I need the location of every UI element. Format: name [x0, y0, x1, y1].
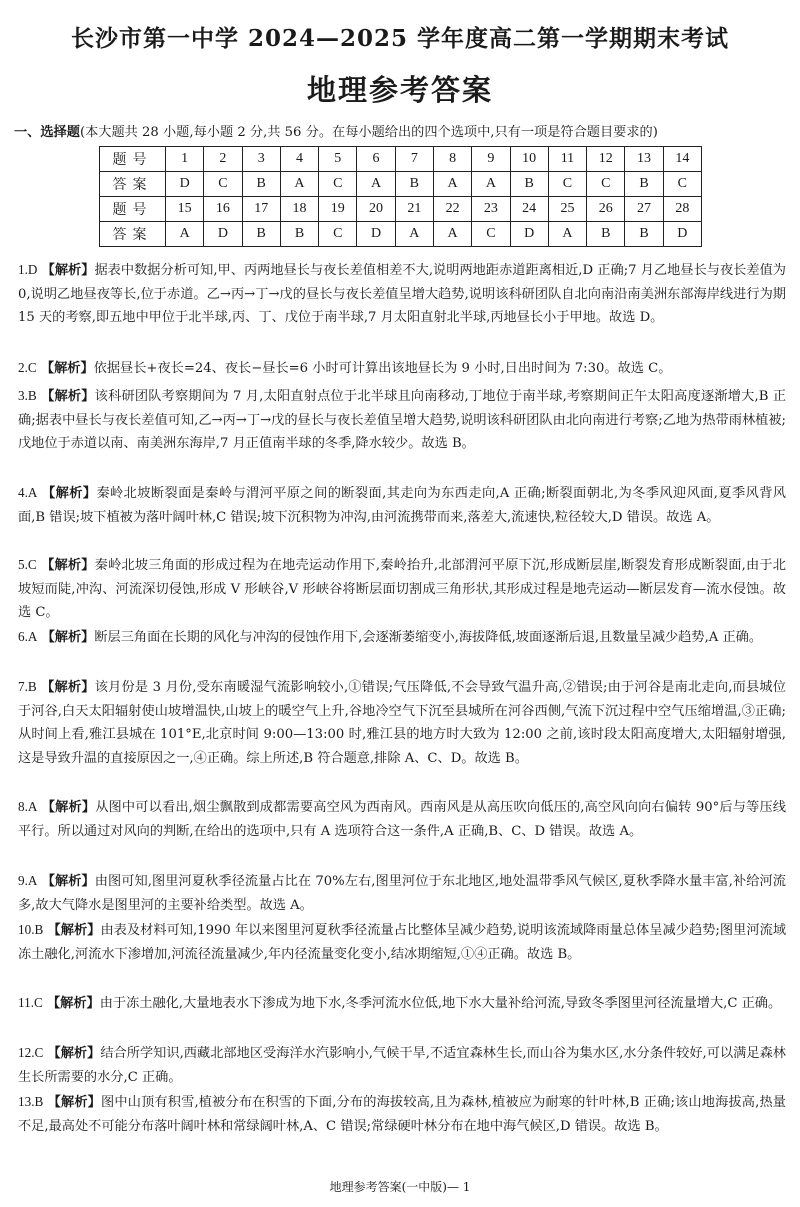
question-number-cell: 23: [472, 197, 510, 222]
analysis-tag: 【解析】: [47, 1046, 101, 1061]
question-number: 9.A: [18, 873, 38, 888]
answer-cell: B: [280, 222, 318, 247]
question-number: 1.D: [18, 262, 38, 277]
answer-cell: B: [625, 222, 663, 247]
explanation-9: [18, 869, 786, 917]
section-heading: [14, 121, 794, 140]
question-number-cell: 16: [204, 197, 242, 222]
explanation-1: [18, 258, 786, 330]
answer-cell: D: [510, 222, 548, 247]
analysis-tag: 【解析】: [41, 800, 96, 815]
analysis-tag: 【解析】: [41, 680, 95, 695]
analysis-tag: 【解析】: [42, 486, 97, 501]
answer-cell: C: [548, 172, 586, 197]
question-number: 11.C: [18, 995, 43, 1010]
answer-row: [100, 222, 702, 247]
answer-cell: A: [433, 172, 471, 197]
question-number: 4.A: [18, 485, 38, 500]
analysis-tag: 【解析】: [41, 558, 95, 573]
explanation-text: 从图中可以看出,烟尘飘散到成都需要高空风为西南风。西南风是从高压吹向低压的,高空风向向右偏转 90°后与等压线平行。所以通过对风向的判断,在给出的选项中,只有 A 选项符合这一条件,A 正确,B、C、D 错误。故选 A。: [18, 800, 786, 839]
question-number-cell: 13: [625, 147, 663, 172]
question-number-cell: 8: [433, 147, 471, 172]
explanation-text: 图中山顶有积雪,植被分布在积雪的下面,分布的海拔较高,且为森林,植被应为耐寒的针叶林,B 正确;该山地海拔高,热量不足,最高处不可能分布落叶阔叶林和常绿阔叶林,A、C 错误;常绿硬叶林分布在地中海气候区,D 错误。故选 B。: [18, 1095, 786, 1134]
answer-cell: D: [663, 222, 701, 247]
explanation-text: 该科研团队考察期间为 7 月,太阳直射点位于北半球且向南移动,丁地位于南半球,考察期间正午太阳高度逐渐增大,B 正确;据表中昼长与夜长差值可知,乙→丙→丁→戊的昼长与夜长差值呈增大趋势,说明该科研团队由北向南进行考察;乙地为热带雨林植被;戊地位于赤道以南、南美洲东海岸,7 月正值南半球的冬季,降水较少。故选 B。: [18, 389, 787, 451]
answer-cell: B: [625, 172, 663, 197]
answer-cell: A: [166, 222, 204, 247]
question-number-row-label: 题号: [100, 147, 166, 172]
analysis-tag: 【解析】: [47, 996, 100, 1011]
answer-cell: A: [280, 172, 318, 197]
question-number-cell: 17: [242, 197, 280, 222]
explanation-11: [18, 991, 786, 1016]
answer-cell: C: [319, 172, 357, 197]
question-number-cell: 22: [433, 197, 471, 222]
question-number-cell: 19: [319, 197, 357, 222]
question-number-row-label: 题号: [100, 197, 166, 222]
explanation-13: [18, 1090, 786, 1138]
explanation-text: 秦岭北坡断裂面是秦岭与渭河平原之间的断裂面,其走向为东西走向,A 正确;断裂面朝北,为冬季风迎风面,夏季风背风面,B 错误;坡下植被为落叶阔叶林,C 错误;坡下沉积物为冲沟,由河流携带而来,落差大,流速快,粒径较大,D 错误。故选 A。: [18, 486, 786, 525]
question-number-cell: 4: [280, 147, 318, 172]
answer-cell: A: [433, 222, 471, 247]
answer-cell: D: [166, 172, 204, 197]
question-number-cell: 20: [357, 197, 395, 222]
answer-row: [100, 172, 702, 197]
explanation-3: [18, 384, 786, 456]
answer-cell: C: [663, 172, 701, 197]
question-number-cell: 6: [357, 147, 395, 172]
question-number-cell: 27: [625, 197, 663, 222]
answer-cell: D: [204, 222, 242, 247]
question-number: 10.B: [18, 922, 44, 937]
analysis-tag: 【解析】: [41, 874, 95, 889]
analysis-tag: 【解析】: [41, 389, 95, 404]
answer-cell: B: [242, 172, 280, 197]
question-number: 2.C: [18, 360, 37, 375]
answer-cell: C: [587, 172, 625, 197]
answer-cell: D: [357, 222, 395, 247]
explanation-text: 结合所学知识,西藏北部地区受海洋水汽影响小,气候干旱,不适宜森林生长,而山谷为集水区,水分条件较好,可以满足森林生长所需要的水分,C 正确。: [18, 1046, 786, 1085]
question-number-cell: 18: [280, 197, 318, 222]
explanation-7: [18, 675, 786, 770]
question-number-cell: 24: [510, 197, 548, 222]
answer-cell: A: [357, 172, 395, 197]
explanation-4: [18, 481, 786, 529]
exam-title: 长沙市第一中学 2024—2025 学年度高二第一学期期末考试: [70, 25, 730, 52]
explanation-text: 依据昼长+夜长=24、夜长−昼长=6 小时可计算出该地昼长为 9 小时,日出时间为 7:30。故选 C。: [93, 361, 672, 376]
question-number: 13.B: [18, 1094, 44, 1109]
question-number-cell: 15: [166, 197, 204, 222]
answer-cell: C: [204, 172, 242, 197]
answer-row-label: 答案: [100, 222, 166, 247]
answer-table: [99, 146, 702, 247]
analysis-tag: 【解析】: [41, 630, 95, 645]
question-number-cell: 5: [319, 147, 357, 172]
answer-cell: B: [510, 172, 548, 197]
section-description: (本大题共 28 小题,每小题 2 分,共 56 分。在每小题给出的四个选项中,只有一项是符合题目要求的): [79, 125, 658, 140]
question-number-cell: 21: [395, 197, 433, 222]
question-number-cell: 7: [395, 147, 433, 172]
question-number-row: [100, 147, 702, 172]
explanation-text: 秦岭北坡三角面的形成过程为在地壳运动作用下,秦岭抬升,北部渭河平原下沉,形成断层崖,断裂发育形成断裂面,由于北坡短而陡,冲沟、河流深切侵蚀,形成 V 形峡谷,V 形峡谷将断层面切割成三角形状,其形成过程是地壳运动—断层发育—流水侵蚀。故选 C。: [18, 558, 786, 620]
answer-cell: B: [242, 222, 280, 247]
question-number-cell: 9: [472, 147, 510, 172]
question-number: 8.A: [18, 799, 38, 814]
answer-cell: B: [587, 222, 625, 247]
explanation-2: [18, 356, 786, 381]
answer-row-label: 答案: [100, 172, 166, 197]
explanation-text: 据表中数据分析可知,甲、丙两地昼长与夜长差值相差不大,说明两地距赤道距离相近,D 正确;7 月乙地昼长与夜长差值为 0,说明乙地昼夜等长,位于赤道。乙→丙→丁→戊的昼长与夜长差值呈增大趋势,说明该科研团队自北向南沿南美洲东部海岸线进行为期 15 天的考察,即五地中甲位于北半球,丙、丁、戊位于南半球,7 月太阳直射北半球,丙地昼长小于甲地。故选 D。: [18, 263, 786, 325]
explanation-text: 由于冻土融化,大量地表水下渗成为地下水,冬季河流水位低,地下水大量补给河流,导致冬季图里河径流量增大,C 正确。: [99, 996, 782, 1011]
question-number: 12.C: [18, 1045, 44, 1060]
question-number: 6.A: [18, 629, 38, 644]
question-number: 5.C: [18, 557, 37, 572]
explanation-12: [18, 1041, 786, 1089]
question-number-cell: 1: [166, 147, 204, 172]
question-number: 3.B: [18, 388, 37, 403]
analysis-tag: 【解析】: [41, 263, 95, 278]
question-number-cell: 28: [663, 197, 701, 222]
answer-cell: C: [319, 222, 357, 247]
answer-cell: A: [395, 222, 433, 247]
explanation-5: [18, 553, 786, 625]
question-number-cell: 11: [548, 147, 586, 172]
answer-cell: A: [548, 222, 586, 247]
question-number-cell: 12: [587, 147, 625, 172]
explanation-10: [18, 918, 786, 966]
page-footer: 地理参考答案(一中版)— 1: [329, 1180, 471, 1194]
question-number-row: [100, 197, 702, 222]
explanation-text: 断层三角面在长期的风化与冲沟的侵蚀作用下,会逐渐萎缩变小,海拔降低,坡面逐渐后退,且数量呈减少趋势,A 正确。: [94, 630, 763, 645]
question-number-cell: 25: [548, 197, 586, 222]
section-label: 一、选择题: [14, 125, 80, 140]
question-number-cell: 26: [587, 197, 625, 222]
question-number-cell: 2: [204, 147, 242, 172]
answer-cell: A: [472, 172, 510, 197]
explanation-text: 该月份是 3 月份,受东南暖湿气流影响较小,①错误;气压降低,不会导致气温升高,②错误;由于河谷是南北走向,而县城位于河谷,白天太阳辐射使山坡增温快,山坡上的暖空气上升,谷地冷空气下沉至县城所在河谷西侧,气流下沉过程中空气压缩增温,③正确;从时间上看,雅江县城在 101°E,北京时间 9:00—13:00 时,雅江县的地方时大致为 12:00 之前,该时段太阳高度增大,太阳辐射增强,这是导致升温的直接原因之一,④正确。综上所述,B 符合题意,排除 A、C、D。故选 B。: [18, 680, 786, 766]
answer-key-title: 地理参考答案: [306, 73, 493, 107]
analysis-tag: 【解析】: [47, 923, 101, 938]
explanation-text: 由表及材料可知,1990 年以来图里河夏秋季径流量占比整体呈减少趋势,说明该流域降雨量总体呈减少趋势;图里河流域冻土融化,河流水下渗增加,河流径流量减少,年内径流量变化变小,结冰期缩短,①④正确。故选 B。: [18, 923, 787, 962]
analysis-tag: 【解析】: [47, 1095, 102, 1110]
analysis-tag: 【解析】: [40, 361, 94, 376]
answer-cell: C: [472, 222, 510, 247]
question-number-cell: 14: [663, 147, 701, 172]
explanation-6: [18, 625, 786, 650]
question-number: 7.B: [18, 679, 37, 694]
explanation-text: 由图可知,图里河夏秋季径流量占比在 70%左右,图里河位于东北地区,地处温带季风气候区,夏秋季降水量丰富,补给河流多,故大气降水是图里河的主要补给类型。故选 A。: [18, 874, 786, 913]
question-number-cell: 3: [242, 147, 280, 172]
explanation-8: [18, 795, 786, 843]
answer-cell: B: [395, 172, 433, 197]
question-number-cell: 10: [510, 147, 548, 172]
